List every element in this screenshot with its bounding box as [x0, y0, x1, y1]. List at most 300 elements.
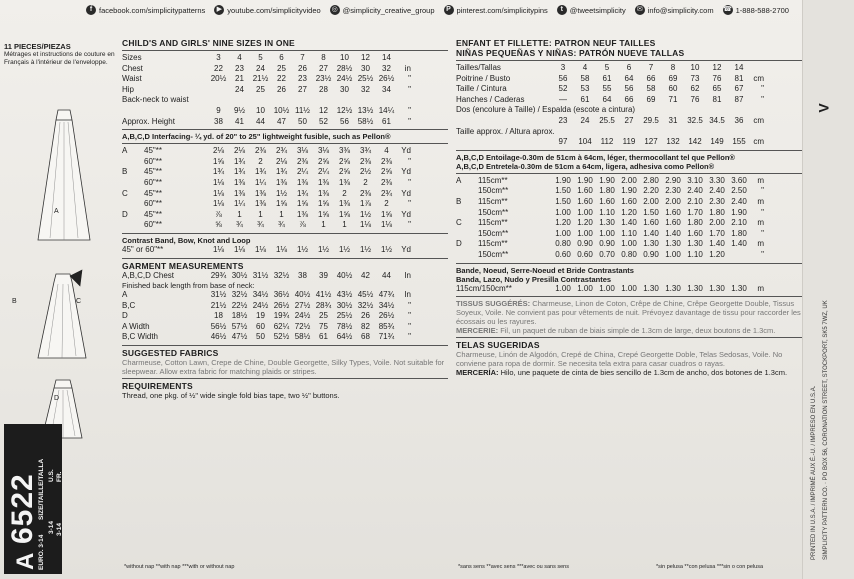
fabric-row [122, 210, 448, 221]
back-neck-label-row [122, 95, 448, 106]
taille-values [456, 137, 806, 148]
cell: 2⅜ [359, 188, 372, 198]
cell: 119 [622, 137, 636, 147]
cell: 1⅝ [296, 199, 309, 209]
youtube-icon: ▶ [214, 5, 224, 15]
cell: 1.60 [599, 196, 615, 206]
tissus-block [456, 299, 806, 326]
cell: 1½ [296, 244, 309, 254]
cell: 21 [235, 74, 244, 84]
cell: 52 [558, 84, 568, 94]
divider [122, 129, 448, 130]
row-width: 60"** [144, 156, 162, 166]
cell: 1⅞ [359, 199, 372, 209]
french-key: *sans sens **avec sens ***avec ou sans sens [458, 564, 569, 570]
cell: 1.00 [577, 228, 593, 238]
cell: 71 [668, 94, 678, 104]
unit: m [757, 239, 764, 249]
cell: 1.60 [665, 207, 681, 217]
cell: 3⅛ [296, 146, 309, 156]
cell: 1½ [359, 209, 372, 219]
cell: 10 [690, 63, 700, 72]
divider [122, 258, 448, 259]
social-text: info@simplicity.com [647, 5, 714, 15]
social-item [214, 5, 320, 15]
suggested-text: Charmeuse, Cotton Lawn, Crepe de Chine, Double Georgette, Silky Types, Voile. Not suitable for sleepwear. Allow extra fabric for matching plaids or stripes. [122, 358, 445, 377]
social-text: youtube.com/simplicityvideo [227, 5, 321, 15]
english-column [122, 38, 448, 578]
height-values-label: Approx. Height [122, 116, 175, 126]
cell: 2¼ [296, 167, 309, 177]
row-width: 115cm** [478, 175, 508, 185]
cell: 14¼ [378, 105, 395, 115]
cell: 1.80 [709, 207, 725, 217]
cell: 104 [578, 137, 592, 147]
telas-text: Charmeuse, Linón de Algodón, Crepé de China, Crepé Georgette Doble, Telas Sedosas, Voile. No conviene para ropa de dormir. Se necesita tela extra para casar cuadros o rayas. [456, 350, 783, 369]
cell: 2⅛ [233, 146, 246, 156]
french-title: ENFANT ET FILLETTE: PATRON NEUF TAILLES [456, 38, 656, 48]
cell: 1⅛ [359, 220, 372, 230]
cell: 23½ [315, 74, 332, 84]
garment-row-label: B,C Width [122, 332, 159, 342]
cell: 12½ [336, 105, 353, 115]
cell: 41 [235, 116, 244, 126]
cell: 12 [712, 63, 722, 72]
pattern-number: 6522 [6, 473, 39, 544]
cell: 42 [361, 270, 370, 280]
cell: 38 [214, 116, 223, 126]
fr-fabric-row-label [456, 197, 552, 208]
finished-length-label: Finished back length from base of neck: [122, 281, 255, 291]
size-letter: A [12, 552, 39, 570]
cell: 24 [235, 84, 244, 94]
unit: in [404, 63, 411, 73]
cell: 1.30 [643, 239, 659, 249]
cell: 1.60 [687, 228, 703, 238]
cell: 60 [668, 84, 678, 94]
taille-label-row [456, 127, 806, 138]
unit: " [408, 220, 411, 230]
french-spanish-column [456, 38, 806, 578]
cell: 2.10 [731, 218, 747, 228]
cell: 85¾ [378, 321, 395, 331]
garment-row-label: B,C [122, 300, 136, 310]
entoilage-text: A,B,C,D Entoilage-0.30m de 51cm à 64cm, léger, thermocollant tel que Pellon® [456, 152, 735, 162]
bande-title: Bande, Noeud, Serre-Noeud et Bride Contrastants [456, 265, 634, 275]
cell: 25.5 [599, 115, 615, 125]
cell: 2.00 [665, 196, 681, 206]
cell: 26½ [273, 300, 290, 310]
cell: 5 [604, 63, 610, 72]
french-size-table [456, 63, 806, 105]
cell: 1.80 [687, 218, 703, 228]
cell: 2⅝ [338, 167, 351, 177]
fr-fabric-row [456, 250, 806, 261]
us-label: U.S. [48, 469, 55, 482]
cell: 1.40 [643, 228, 659, 238]
row-view: B [122, 167, 128, 177]
cell: 1.00 [555, 207, 571, 217]
row-width: 150cm** [478, 207, 509, 217]
cell: 4 [237, 53, 242, 62]
cell: 58 [646, 84, 656, 94]
cell: 1⅛ [212, 244, 225, 254]
requirements-text: Thread, one pkg. of ½" wide single fold bias tape, two ½" buttons. [122, 391, 340, 401]
unit: cm [753, 73, 764, 83]
cell: 11½ [295, 105, 310, 115]
cell: 61 [602, 73, 612, 83]
cell: 36 [734, 115, 744, 125]
unit: " [761, 186, 764, 196]
cell: 22 [214, 63, 223, 73]
interfacing-title: A,B,C,D Interfacing- ¼ yd. of 20" to 25" lightweight fusible, such as Pellon® [122, 132, 391, 142]
cell: 1.70 [687, 207, 703, 217]
cell: 64½ [336, 332, 353, 342]
cell: 72½ [294, 321, 311, 331]
unit: Yd [401, 244, 411, 254]
cell: 2 [342, 188, 347, 198]
cell: 39 [319, 270, 328, 280]
fr-size-row-label: Poitrine / Busto [456, 73, 511, 83]
merceria-text: Hilo, une paquete de cinta de bies sencillo de 1.3cm de ancho, dos botones de 1.3cm. [500, 368, 788, 378]
cell: 66 [624, 94, 634, 104]
cell: 97 [558, 137, 568, 147]
fabric-row [122, 189, 448, 200]
cell: 64 [602, 94, 612, 104]
garment-row [122, 311, 448, 322]
fr-label: FR. [56, 471, 63, 482]
cell: 27½ [294, 300, 311, 310]
cell: 78½ [336, 321, 353, 331]
tissus-text: Charmeuse, Linon de Coton, Crêpe de Chine, Crêpe Georgette Double, Tissus Soyeux, Voile. Ne convient pas pour vêtements de nuit. Prévoyez davantage de tissu pour raccorder les écossais ou les rayures. [456, 299, 801, 327]
unit: " [408, 156, 411, 166]
cell: 40½ [294, 290, 311, 300]
fr-size-row-label: Hanches / Caderas [456, 94, 525, 104]
envelope-edge [802, 0, 854, 579]
taille-values-label [456, 137, 552, 148]
cell: 1.90 [621, 186, 637, 196]
cell: 61 [319, 332, 328, 342]
cell: 62¼ [273, 321, 290, 331]
cell: 2.30 [709, 196, 725, 206]
cell: 1⅛ [212, 199, 225, 209]
cell: 2.30 [665, 186, 681, 196]
cell: 1⅝ [212, 156, 225, 166]
cell: 1½ [380, 244, 393, 254]
cell: 24½ [252, 300, 269, 310]
fr-size-row [456, 63, 806, 74]
cell: 1⅜ [254, 188, 267, 198]
cell: 34.5 [709, 115, 725, 125]
cell: 69 [668, 73, 678, 83]
cell: 1.30 [665, 239, 681, 249]
cell: 1.90 [731, 207, 747, 217]
size-row-label: Hip [122, 84, 135, 94]
cell: 60 [256, 321, 265, 331]
view-label-b: B [12, 298, 17, 305]
cell: 58½ [357, 116, 374, 126]
cell: 2⅜ [380, 156, 393, 166]
cell: 23 [558, 115, 568, 125]
cell: 26½ [378, 311, 395, 321]
cell: 32½ [273, 270, 290, 280]
cell: 57½ [231, 321, 248, 331]
cell: 10 [256, 105, 265, 115]
row-width: 60"** [144, 220, 162, 230]
row-view: D [456, 239, 462, 249]
row-view: C [122, 188, 128, 198]
row-width: 150cm** [478, 249, 509, 259]
unit: " [408, 311, 411, 321]
chest-values [122, 271, 448, 282]
cell: 29¾ [210, 270, 227, 280]
divider [456, 60, 806, 61]
back-neck-label: Back-neck to waist [122, 95, 189, 105]
cell: 1.00 [599, 228, 615, 238]
cell: 76 [690, 94, 700, 104]
cell: 0.90 [577, 239, 593, 249]
fabric-row-label [122, 157, 208, 168]
cell: 52½ [273, 332, 290, 342]
pieces-note: Métrages et instructions de couture en Français à l'intérieur de l'enveloppe. [4, 51, 115, 66]
fabric-row-label [122, 220, 208, 231]
cell: 30½ [231, 270, 248, 280]
cell: 1⅜ [338, 199, 351, 209]
cell: 34½ [378, 300, 395, 310]
cell: 1.00 [577, 283, 593, 293]
divider [456, 296, 806, 297]
cell: 1.00 [665, 249, 681, 259]
cell: 2¾ [380, 188, 393, 198]
cell: 2⅝ [317, 156, 330, 166]
cell: 46½ [210, 332, 227, 342]
cell: 19¾ [273, 311, 290, 321]
cell: 1.90 [599, 175, 615, 185]
social-item [557, 5, 626, 15]
unit: " [761, 94, 764, 104]
unit: Yd [401, 146, 411, 156]
fr-fabric-row-label [456, 250, 552, 261]
size-row [122, 53, 448, 64]
row-width: 60"** [144, 177, 162, 187]
social-text: @tweetsimplicity [569, 5, 626, 15]
social-text: facebook.com/simplicitypatterns [99, 5, 206, 15]
cell: 24½ [294, 311, 311, 321]
cell: 31 [668, 115, 678, 125]
size-row [122, 64, 448, 75]
cell: 1.20 [709, 249, 725, 259]
size-row-label: Sizes [122, 53, 142, 62]
size-row [122, 85, 448, 96]
social-item [444, 5, 548, 15]
contrast-title: Contrast Band, Bow, Knot and Loop [122, 235, 251, 245]
cell: 10½ [273, 105, 290, 115]
cell: 1.90 [555, 175, 571, 185]
cell: ¾ [236, 220, 243, 230]
view-b-drawing [38, 270, 86, 358]
cell: 32 [382, 63, 391, 73]
cell [728, 250, 750, 261]
cell: 1⅜ [275, 177, 288, 187]
cell: 56 [624, 84, 634, 94]
cell: 3.30 [709, 175, 725, 185]
tissus-title: TISSUS SUGGÉRÉS: [456, 299, 531, 309]
cell: 1⅛ [275, 244, 288, 254]
cell: 1¾ [233, 156, 246, 166]
fr-range: 3-14 [56, 522, 63, 536]
cell: 7 [300, 53, 305, 62]
cell: 2.40 [709, 186, 725, 196]
cell: 56 [558, 73, 568, 83]
mercerie-block [456, 326, 806, 335]
cell: 1.10 [621, 228, 637, 238]
cell: 47¾ [378, 290, 395, 300]
cell: 68 [361, 332, 370, 342]
cell: 28¾ [315, 300, 332, 310]
cell: 1 [258, 209, 263, 219]
cell: 1.60 [665, 218, 681, 228]
cell: 1⅜ [338, 177, 351, 187]
cell: 21½ [252, 74, 269, 84]
cell: 10 [340, 53, 349, 62]
cell: 53 [580, 84, 590, 94]
view-drawings [24, 90, 104, 450]
merceria-block [456, 368, 806, 377]
cell: 23 [298, 74, 307, 84]
cell: 21½ [210, 300, 227, 310]
cell: 2 [258, 156, 263, 166]
fr-size-row-label: Taille / Cintura [456, 84, 507, 94]
cell: 1¼ [254, 177, 267, 187]
unit: m [757, 218, 764, 228]
cell: 12 [319, 105, 328, 115]
cell: 12 [361, 53, 370, 62]
pattern-number-box [4, 424, 62, 574]
cell: 1.80 [599, 186, 615, 196]
cell: 24 [256, 63, 265, 73]
cell [208, 85, 229, 96]
cell: 0.80 [555, 239, 571, 249]
cell: 2.40 [687, 186, 703, 196]
cell: 1¾ [296, 188, 309, 198]
cell: 47 [277, 116, 286, 126]
cell: 31½ [210, 290, 227, 300]
row-view: A [456, 175, 462, 185]
fr-size-row-label: Tailles/Tallas [456, 63, 501, 72]
cell: 69 [646, 94, 656, 104]
cell: 1.60 [621, 196, 637, 206]
banda-title: Banda, Lazo, Nudo y Presilla Contrastantes [456, 274, 612, 284]
garment-row [122, 301, 448, 312]
cell: 1.30 [731, 283, 747, 293]
cell: 5 [258, 53, 263, 62]
cell: 1½ [317, 244, 330, 254]
bande-row [456, 284, 806, 295]
fr-fabric-row [456, 229, 806, 240]
cell: 3⅜ [338, 146, 351, 156]
row-width: 115cm** [478, 218, 508, 228]
cell: 1⅝ [317, 209, 330, 219]
cell: 22 [277, 74, 286, 84]
cell: 1⅜ [317, 188, 330, 198]
unit: In [404, 290, 411, 300]
cell: 30 [361, 63, 370, 73]
unit: Yd [401, 209, 411, 219]
cell: 87 [734, 94, 744, 104]
phone-icon: ☎ [723, 6, 732, 13]
cell: 1 [279, 209, 284, 219]
cell: 61 [382, 116, 391, 126]
back-neck-values [122, 106, 448, 117]
garment-row [122, 290, 448, 301]
size-row-label: Waist [122, 74, 142, 84]
unit: " [408, 177, 411, 187]
fabric-row [122, 220, 448, 231]
cell: 2⅛ [275, 156, 288, 166]
chest-values-label: A,B,C,D Chest [122, 270, 175, 280]
unit [397, 53, 411, 64]
cell: 19 [256, 311, 265, 321]
cell: 1¾ [275, 167, 288, 177]
cell: 1⅛ [233, 244, 246, 254]
fabric-row [122, 167, 448, 178]
cell: 34½ [252, 290, 269, 300]
cell: 1⅝ [317, 199, 330, 209]
cell: 43½ [336, 290, 353, 300]
cell: 1¾ [212, 167, 225, 177]
cell: 1⅝ [380, 209, 393, 219]
row-width: 150cm** [478, 228, 509, 238]
cell: 2.00 [643, 196, 659, 206]
unit: " [408, 199, 411, 209]
cell: 1.60 [577, 186, 593, 196]
cell: 2⅛ [212, 146, 225, 156]
cell: 38 [298, 270, 307, 280]
fr-size-row [456, 84, 806, 95]
cell: 142 [688, 137, 702, 147]
row-width: 45"** [144, 209, 162, 219]
cell: 1.40 [665, 228, 681, 238]
cell: 40½ [336, 270, 353, 280]
cell: 8 [321, 53, 326, 62]
cell: 2⅜ [359, 156, 372, 166]
cell: 62 [690, 84, 700, 94]
taille-label: Taille approx. / Altura aprox. [456, 126, 555, 136]
cell: 50 [256, 332, 265, 342]
cell: 1⅝ [338, 209, 351, 219]
cell: 1⅛ [212, 177, 225, 187]
cell: 28 [319, 84, 328, 94]
cell: 1.40 [621, 218, 637, 228]
social-text: 1-888-588-2700 [735, 5, 789, 15]
cell: 2¼ [317, 167, 330, 177]
cell: 1.50 [643, 207, 659, 217]
requirements-title: REQUIREMENTS [122, 381, 193, 392]
social-text: @simplicity_creative_group [342, 5, 435, 15]
fabric-row-label [122, 189, 208, 200]
contrast-values [122, 245, 448, 256]
cell: 2⅜ [380, 177, 393, 187]
contrast-row [122, 245, 448, 256]
garment-table [122, 290, 448, 343]
cell: 1.10 [599, 207, 615, 217]
cell: 1⅜ [296, 177, 309, 187]
cell: 1.50 [555, 186, 571, 196]
social-item [635, 5, 714, 15]
cell: 6 [626, 63, 632, 72]
cell: 26 [361, 311, 370, 321]
cell: 13½ [357, 105, 374, 115]
